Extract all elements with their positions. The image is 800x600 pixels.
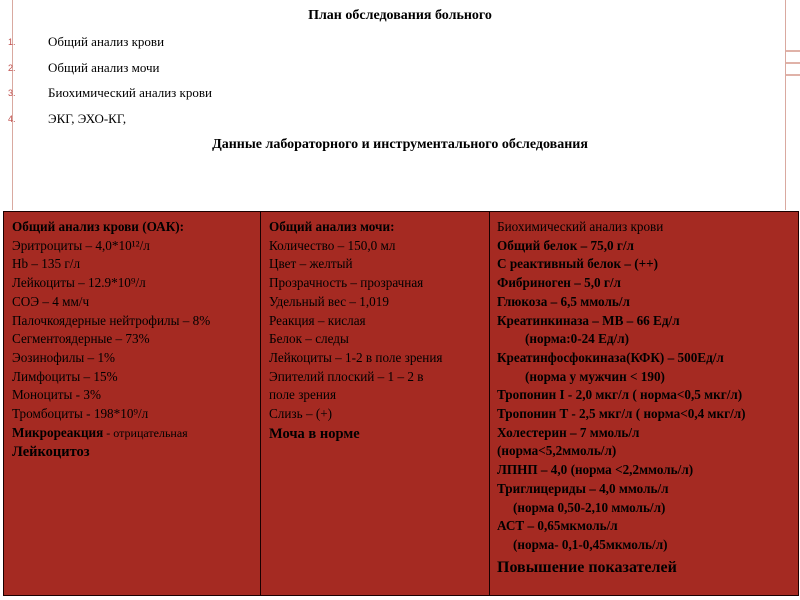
urine-line: Удельный вес – 1,019 <box>269 293 389 309</box>
plan-item-text: Общий анализ крови <box>48 34 165 49</box>
urine-line: Белок – следы <box>269 331 349 347</box>
decorative-dash <box>786 62 800 64</box>
biochem-line: Фибриноген – 5,0 г/л <box>497 275 621 291</box>
list-number: 4. <box>8 113 16 124</box>
plan-item-text: Биохимический анализ крови <box>48 85 212 100</box>
plan-item-text: Общий анализ мочи <box>48 59 160 75</box>
urine-line: Лейкоциты – 1-2 в поле зрения <box>269 349 443 365</box>
blood-test-column <box>4 212 261 595</box>
urine-line: Прозрачность – прозрачная <box>269 275 424 291</box>
micro-reaction-label: Микрореакция <box>12 424 104 440</box>
urine-line: поле зрения <box>269 387 337 403</box>
list-number: 2. <box>8 62 16 73</box>
list-number: 1. <box>8 37 16 47</box>
urine-line: Слизь – (+) <box>269 406 333 422</box>
blood-line: Сегментоядерные – 73% <box>12 331 150 347</box>
urine-line: Реакция – кислая <box>269 312 366 328</box>
biochem-line: Креатинкиназа – МВ – 66 Ед/л <box>497 312 680 328</box>
biochem-line: С реактивный белок – (++) <box>497 256 659 272</box>
ck-norm: (норма:0-24 Ед/л) <box>525 331 629 347</box>
biochem-line: Глюкоза – 6,5 ммоль/л <box>497 293 630 309</box>
urine-line: Количество – 150,0 мл <box>269 237 396 253</box>
blood-line: Тромбоциты - 198*10⁹/л <box>12 406 149 422</box>
micro-reaction-line <box>12 424 260 443</box>
left-margin-line <box>12 0 13 210</box>
plan-title: План обследования больного <box>308 8 492 23</box>
biochem-line: Общий белок – 75,0 г/л <box>497 237 634 253</box>
blood-test-header: Общий анализ крови (ОАК): <box>12 219 185 234</box>
urine-line: Цвет – желтый <box>269 256 353 272</box>
cpk-norm: (норма у мужчин < 190) <box>525 368 665 384</box>
blood-line: Hb – 135 г/л <box>12 256 81 272</box>
biochem-line: Холестерин – 7 ммоль/л <box>497 424 640 440</box>
lab-results-table <box>3 211 799 596</box>
biochem-line: ЛПНП – 4,0 (норма <2,2ммоль/л) <box>497 462 694 478</box>
decorative-dash <box>786 50 800 52</box>
biochem-line: Триглицериды – 4,0 ммоль/л <box>497 480 669 496</box>
blood-line: Лимфоциты – 15% <box>12 368 118 384</box>
biochem-line: (норма<5,2ммоль/л) <box>497 443 617 459</box>
urine-test-header: Общий анализ мочи: <box>269 219 395 234</box>
list-number: 3. <box>8 88 16 98</box>
blood-line: Эозинофилы – 1% <box>12 349 116 365</box>
biochem-conclusion: Повышение показателей <box>497 558 677 576</box>
blood-line: Моноциты - 3% <box>12 387 101 403</box>
biochem-line: Тропонин T - 2,5 мкг/л ( норма<0,4 мкг/л) <box>497 406 746 422</box>
tg-norm: (норма 0,50-2,10 ммоль/л) <box>513 499 666 515</box>
urine-conclusion: Моча в норме <box>269 425 360 442</box>
micro-reaction-value: - отрицательная <box>103 425 188 440</box>
plan-item-text: ЭКГ, ЭХО-КГ, <box>48 110 127 126</box>
blood-conclusion: Лейкоцитоз <box>12 444 90 461</box>
urine-test-column <box>261 212 490 595</box>
biochem-column <box>490 212 798 595</box>
right-margin-line <box>785 0 786 210</box>
lab-data-title: Данные лабораторного и инструментального обследования <box>212 137 588 152</box>
biochem-header: Биохимический анализ крови <box>497 219 664 234</box>
blood-line: СОЭ – 4 мм/ч <box>12 293 90 309</box>
blood-line: Эритроциты – 4,0*10¹²/л <box>12 237 150 253</box>
ast-line: АСТ – 0,65мкмоль/л <box>497 518 618 534</box>
blood-line: Лейкоциты – 12.9*10⁹/л <box>12 275 146 291</box>
ast-norm: (норма- 0,1-0,45мкмоль/л) <box>513 536 668 552</box>
cpk-line: Креатинфосфокиназа(КФК) – 500Ед/л <box>497 349 724 365</box>
blood-line: Палочкоядерные нейтрофилы – 8% <box>12 312 211 328</box>
decorative-dash <box>786 74 800 76</box>
biochem-line: Тропонин I - 2,0 мкг/л ( норма<0,5 мкг/л) <box>497 387 743 403</box>
urine-line: Эпителий плоский – 1 – 2 в <box>269 368 424 384</box>
